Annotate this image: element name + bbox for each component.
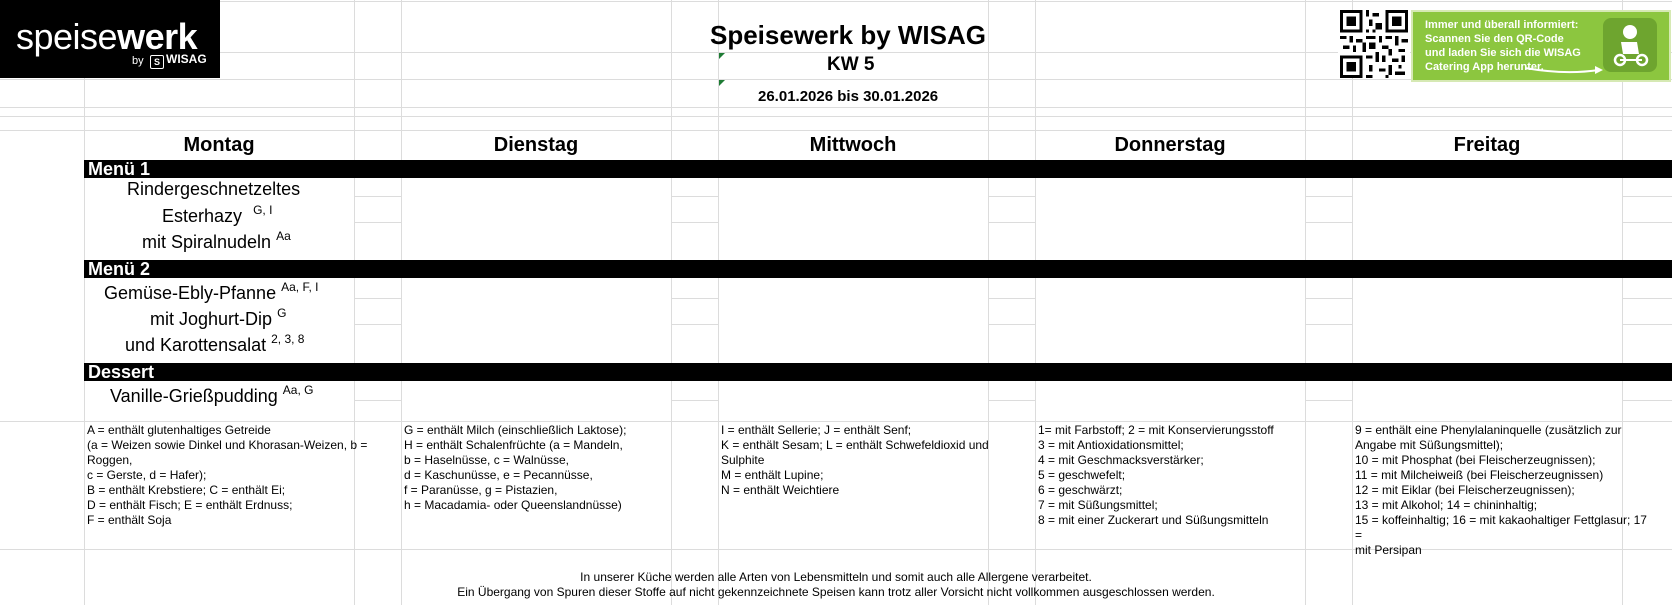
allergen-disclaimer-line2: Ein Übergang von Spuren dieser Stoffe auf nicht gekennzeichnete Speisen kann trotz aller Vorsicht nicht vollkommen ausgeschlossen werden. (457, 585, 1215, 599)
section-menu1: Menü 1 (84, 160, 1672, 178)
date-range: 26.01.2026 bis 30.01.2026 (758, 88, 939, 105)
allergen-disclaimer-line1: In unserer Küche werden alle Arten von Lebensmitteln und somit auch alle Allergene verarbeitet. (580, 570, 1092, 584)
dessert-line: Vanille-Grießpudding $^{Aa, G}$ (110, 383, 314, 406)
arrow-right-icon (1525, 66, 1605, 74)
day-header-mittwoch: Mittwoch (809, 134, 897, 156)
allergen-legend-col2: G = enthält Milch (einschließlich Laktose); H = enthält Schalenfrüchte (a = Mandeln, b = Haselnüsse, c = Walnüsse, d = Kaschunüsse, e = Pecannüsse, f = Paranüsse, g = Pistazien, h = Macadamia- oder Queenslandnüsse) (404, 423, 627, 512)
day-header-donnerstag: Donnerstag (1114, 134, 1226, 156)
logo-by: by (132, 55, 144, 67)
qr-code-icon (1338, 10, 1410, 78)
menu2-line: mit Joghurt-Dip $^G$ (150, 306, 287, 329)
allergen-legend-col3: I = enthält Sellerie; J = enthält Senf; K = enthält Sesam; L = enthält Schwefeldioxid und Sulphite M = enthält Lupine; N = enthält Weichtiere (721, 423, 989, 497)
app-banner-line: Scannen Sie den QR-Code (1425, 33, 1564, 45)
speisewerk-logo (0, 0, 220, 78)
menu1-line: Rindergeschnetzeltes (127, 179, 301, 199)
page-title: Speisewerk by WISAG (710, 20, 986, 50)
app-banner-line: Immer und überall informiert: (1425, 19, 1579, 31)
app-banner-line: Catering App herunter. (1425, 61, 1544, 73)
calendar-week: KW 5 (827, 54, 875, 75)
menu2-line: und Karottensalat $^{2, 3, 8}$ (125, 332, 305, 355)
day-header-freitag: Freitag (1453, 134, 1521, 156)
logo-wordmark: speisewerk (16, 16, 198, 57)
allergen-legend-col1: A = enthält glutenhaltiges Getreide (a = Weizen sowie Dinkel und Khorasan-Weizen, b = Roggen, c = Gerste, d = Hafer); B = enthält Krebstiere; C = enthält Ei; D = enthält Fisch; E = enthält Erdnuss; F = enthält Soja (87, 423, 368, 527)
delivery-scooter-icon (1603, 18, 1657, 72)
section-dessert: Dessert (84, 363, 1672, 381)
day-header-montag: Montag (183, 134, 255, 156)
app-banner-line: und laden Sie sich die WISAG (1425, 47, 1581, 59)
app-download-banner (1411, 10, 1671, 82)
menu1-line: mit Spiralnudeln $^{Aa}$ (142, 229, 291, 252)
menu2-line: Gemüse-Ebly-Pfanne $^{Aa, F, I}$ (104, 280, 319, 303)
wisag-logo: S WISAG (150, 52, 207, 69)
comment-marker-icon (719, 53, 725, 59)
menu1-line: Esterhazy $^{G, I}$ (162, 203, 273, 226)
additive-legend-col4: 1= mit Farbstoff; 2 = mit Konservierungsstoff 3 = mit Antioxidationsmittel; 4 = mit Geschmacksverstärker; 5 = geschwefelt; 6 = geschwärzt; 7 = mit Süßungsmittel; 8 = mit einer Zuckerart und Süßungsmitteln (1038, 423, 1274, 527)
section-menu2: Menü 2 (84, 260, 1672, 278)
additive-legend-col5: 9 = enthält eine Phenylalaninquelle (zusätzlich zur Angabe mit Süßungsmittel); 10 = mit Phosphat (bei Fleischerzeugnissen); 11 = mit Milcheiweiß (bei Fleischerzeugnissen) 12 = mit Eiklar (bei Fleischerzeugnissen); 13 = mit Alkohol; 14 = chininhaltig; 15 = koffeinhaltig; 16 = mit kakaohaltiger Fettglasur; 17 = mit Persipan (1355, 423, 1647, 557)
day-header-dienstag: Dienstag (493, 134, 579, 156)
comment-marker-icon (719, 80, 725, 86)
